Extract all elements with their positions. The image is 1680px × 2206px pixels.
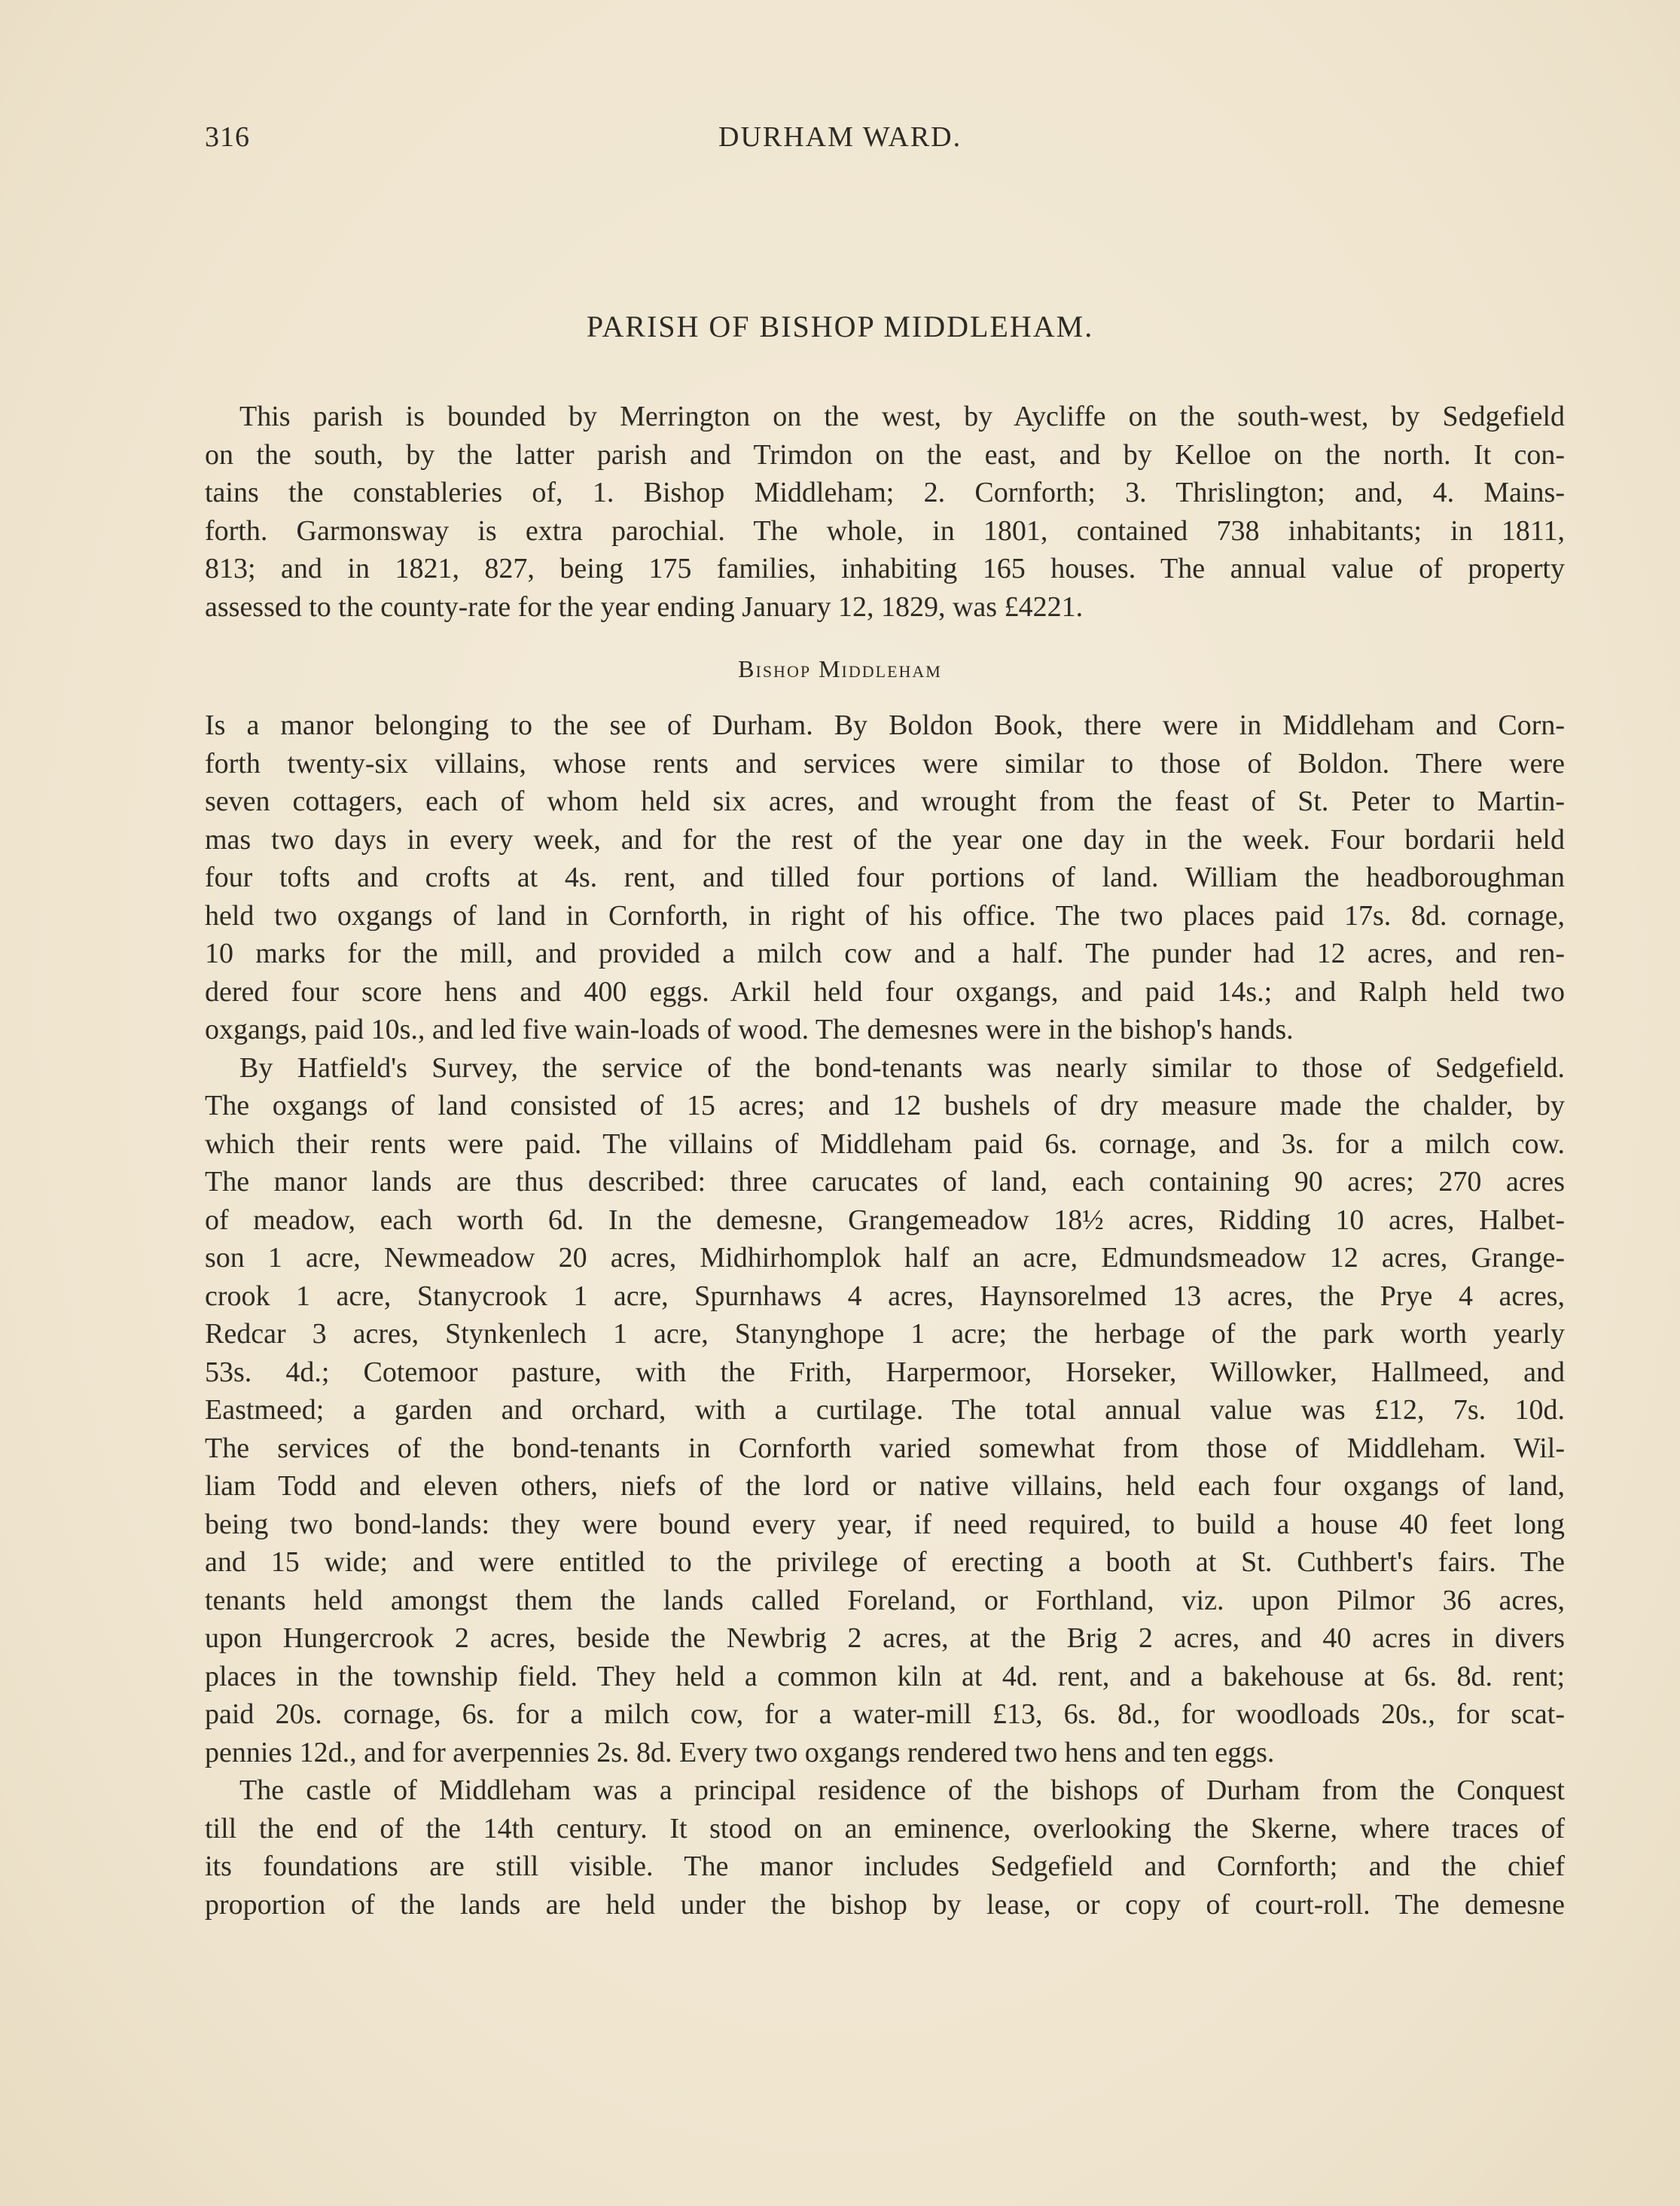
running-head <box>205 121 1567 166</box>
text-line: 53s. 4d.; Cotemoor pasture, with the Frith, Harpermoor, Horseker, Willowker, Hallmeed, and <box>205 1356 1565 1388</box>
text-line: forth. Garmonsway is extra parochial. The whole, in 1801, contained 738 inhabitants; in 1811, <box>205 514 1565 547</box>
text-line: tenants held amongst them the lands called Foreland, or Forthland, viz. upon Pilmor 36 acres, <box>205 1584 1565 1616</box>
text-line: crook 1 acre, Stanycrook 1 acre, Spurnhaws 4 acres, Haynsorelmed 13 acres, the Prye 4 acres, <box>205 1280 1565 1312</box>
text-line: liam Todd and eleven others, niefs of the lord or native villains, held each four oxgangs of land, <box>205 1470 1565 1502</box>
text-line: The oxgangs of land consisted of 15 acres; and 12 bushels of dry measure made the chalder, by <box>205 1090 1565 1121</box>
text-line: tains the constableries of, 1. Bishop Middleham; 2. Cornforth; 3. Thrislington; and, 4. Mains- <box>205 477 1565 508</box>
text-line: on the south, by the latter parish and Trimdon on the east, and by Kelloe on the north. It con- <box>205 438 1565 471</box>
text-line: its foundations are still visible. The manor includes Sedgefield and Cornforth; and the chief <box>205 1851 1565 1882</box>
page-number: 316 <box>205 121 250 153</box>
section-title: PARISH OF BISHOP MIDDLEHAM. <box>586 310 1094 343</box>
text-line: mas two days in every week, and for the rest of the year one day in the week. Four bordarii held <box>205 823 1565 856</box>
text-line: oxgangs, paid 10s., and led five wain-loads of wood. The demesnes were in the bishop's hands. <box>205 1014 1294 1045</box>
text-line: paid 20s. cornage, 6s. for a milch cow, for a water-mill £13, 6s. 8d., for woodloads 20s., for scat- <box>205 1698 1565 1730</box>
intro-paragraph <box>205 398 1565 626</box>
text-line: dered four score hens and 400 eggs. Arkil held four oxgangs, and paid 14s.; and Ralph held two <box>205 975 1565 1008</box>
text-line: The services of the bond-tenants in Cornforth varied somewhat from those of Middleham. Wil- <box>205 1432 1565 1464</box>
text-line: upon Hungercrook 2 acres, beside the Newbrig 2 acres, at the Brig 2 acres, and 40 acres in divers <box>205 1622 1565 1654</box>
text-line: forth twenty-six villains, whose rents and services were similar to those of Boldon. There were <box>205 747 1565 780</box>
text-line: held two oxgangs of land in Cornforth, in right of his office. The two places paid 17s. 8d. cornage, <box>205 899 1565 932</box>
text-line: seven cottagers, each of whom held six acres, and wrought from the feast of St. Peter to Martin- <box>205 786 1565 817</box>
text-line: assessed to the county-rate for the year ending January 12, 1829, was £4221. <box>205 590 1084 623</box>
text-line: places in the township field. They held a common kiln at 4d. rent, and a bakehouse at 6s. 8d. rent; <box>205 1660 1565 1692</box>
text-line: proportion of the lands are held under the bishop by lease, or copy of court-roll. The demesne <box>205 1888 1565 1921</box>
text-line: being two bond-lands: they were bound every year, if need required, to build a house 40 feet long <box>205 1508 1565 1540</box>
running-title: DURHAM WARD. <box>718 121 962 153</box>
text-line: 813; and in 1821, 827, being 175 families, inhabiting 165 houses. The annual value of property <box>205 553 1565 584</box>
text-line: which their rents were paid. The villains of Middleham paid 6s. cornage, and 3s. for a milch cow. <box>205 1127 1565 1160</box>
text-line: pennies 12d., and for averpennies 2s. 8d. Every two oxgangs rendered two hens and ten eggs. <box>205 1736 1275 1768</box>
text-line: 10 marks for the mill, and provided a milch cow and a half. The punder had 12 acres, and ren- <box>205 938 1565 969</box>
text-line: The manor lands are thus described: three carucates of land, each containing 90 acres; 270 acres <box>205 1166 1565 1198</box>
text-line: Redcar 3 acres, Stynkenlech 1 acre, Stanynghope 1 acre; the herbage of the park worth yearly <box>205 1318 1565 1350</box>
text-line: son 1 acre, Newmeadow 20 acres, Midhirhomplok half an acre, Edmundsmeadow 12 acres, Grange- <box>205 1242 1565 1274</box>
text-line: of meadow, each worth 6d. In the demesne, Grangemeadow 18½ acres, Ridding 10 acres, Halbet- <box>205 1204 1565 1236</box>
text-line: and 15 wide; and were entitled to the privilege of erecting a booth at St. Cuthbert's fairs. The <box>205 1546 1565 1578</box>
body-text <box>205 706 1565 1924</box>
text-line: Eastmeed; a garden and orchard, with a curtilage. The total annual value was £12, 7s. 10d. <box>205 1394 1565 1426</box>
subheading: Bishop Middleham <box>738 655 942 682</box>
text-line: till the end of the 14th century. It stood on an eminence, overlooking the Skerne, where traces of <box>205 1812 1565 1844</box>
text-line: Is a manor belonging to the see of Durham. By Boldon Book, there were in Middleham and Corn- <box>205 709 1565 741</box>
text-line: This parish is bounded by Merrington on the west, by Aycliffe on the south-west, by Sedgefield <box>239 401 1565 432</box>
text-line: The castle of Middleham was a principal residence of the bishops of Durham from the Conquest <box>239 1774 1565 1806</box>
text-line: By Hatfield's Survey, the service of the bond-tenants was nearly similar to those of Sedgefield. <box>239 1051 1565 1084</box>
text-line: four tofts and crofts at 4s. rent, and tilled four portions of land. William the headboroughman <box>205 862 1565 893</box>
